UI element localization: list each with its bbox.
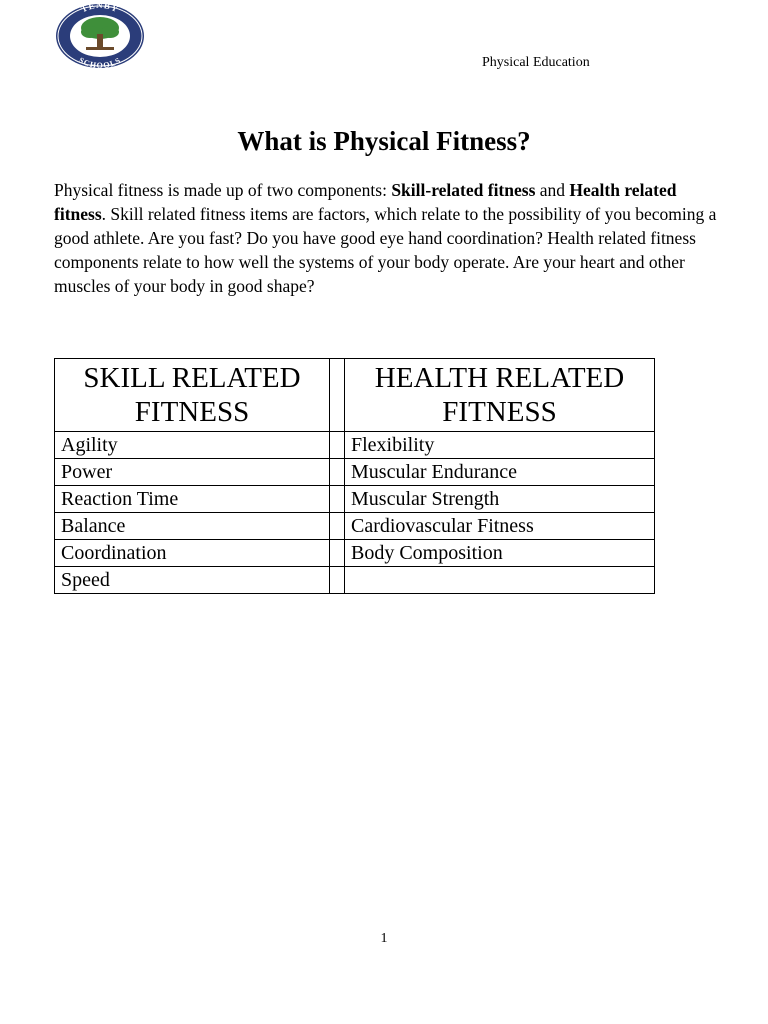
page-number: 1 [380,931,388,946]
table-row [55,540,655,567]
header-health-related: HEALTH RELATED FITNESS [345,359,655,432]
school-logo [54,2,146,70]
gap-cell [330,486,345,513]
health-cell: Cardiovascular Fitness [345,513,655,540]
intro-text-1: Physical fitness is made up of two components: [54,180,392,200]
skill-cell: Speed [55,567,330,594]
table-row [55,459,655,486]
skill-cell: Coordination [55,540,330,567]
health-cell: Body Composition [345,540,655,567]
intro-text-3: . Skill related fitness items are factors, which relate to the possibility of you becoming a good athlete. Are you fast? Do you have good eye hand coordination? Health related fitness components relate to how well the systems of your body operate. Are your heart and other muscles of your body in good shape? [54,204,717,296]
table-row [55,513,655,540]
logo-text-top: TENBY [79,2,121,15]
skill-cell: Power [55,459,330,486]
skill-cell: Balance [55,513,330,540]
table-row [55,486,655,513]
intro-bold-skill: Skill-related fitness [391,180,536,200]
header-label: Physical Education [482,55,590,70]
health-cell: Muscular Endurance [345,459,655,486]
page-title: What is Physical Fitness? [237,126,531,156]
skill-cell: Reaction Time [55,486,330,513]
health-cell [345,567,655,594]
table-row [55,567,655,594]
gap-cell [330,513,345,540]
skill-cell: Agility [55,432,330,459]
intro-text-2: and [535,180,570,200]
intro-paragraph [54,178,718,298]
health-cell: Muscular Strength [345,486,655,513]
health-cell: Flexibility [345,432,655,459]
gap-cell [330,459,345,486]
header-gap [330,359,345,432]
gap-cell [330,432,345,459]
logo-text-bottom: SCHOOLS [77,55,123,70]
header-skill-related: SKILL RELATED FITNESS [55,359,330,432]
gap-cell [330,540,345,567]
table-header-row [55,359,655,432]
fitness-table [54,358,655,594]
intro-bold-health: Health related fitness [54,180,677,224]
table-row [55,432,655,459]
gap-cell [330,567,345,594]
